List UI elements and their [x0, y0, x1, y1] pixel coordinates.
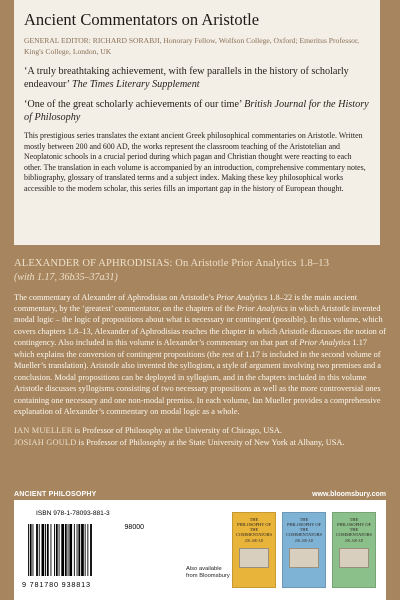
volume-subtitle: (with 1.17, 36b35–37a31) [14, 271, 118, 283]
series-title: Ancient Commentators on Aristotle [24, 10, 260, 29]
book-subtitle: 200–600 AD [244, 539, 264, 543]
barcode-digits: 9 781780 938813 [22, 580, 91, 589]
italic-title: Prior Analytics [216, 292, 268, 302]
author-name: JOSIAH GOULD [14, 437, 77, 447]
quote-text: ‘One of the great scholarly achievements of our time’ [24, 99, 242, 110]
book-cover-image [339, 548, 369, 568]
isbn-label: ISBN 978-1-78093-881-3 [36, 510, 110, 517]
italic-title: Prior Analytics [299, 338, 351, 348]
book-title: THE PHILOSOPHY OF THE COMMENTATORS [336, 517, 372, 537]
author-bio [14, 437, 386, 448]
author-name: IAN MUELLER [14, 426, 73, 436]
also-available-label: Also available from Bloomsbury [186, 566, 230, 579]
related-book-cover[interactable] [232, 512, 276, 588]
description-text: The commentary of Alexander of Aphrodisias on Aristotle’s [14, 292, 217, 302]
general-editor: GENERAL EDITOR: RICHARD SORABJI, Honorary Fellow, Wolfson College, Oxford; Emeritus Professor, King's College, London, UK [24, 36, 360, 56]
barcode-icon [22, 520, 122, 580]
book-cover-image [239, 548, 269, 568]
quote-source: The Times Literary Supplement [72, 79, 200, 90]
subject-category: ANCIENT PHILOSOPHY [14, 490, 97, 498]
book-subtitle: 200–600 AD [344, 539, 364, 543]
price-code: 98000 [124, 524, 144, 531]
author-bios [14, 425, 386, 448]
book-cover-image [289, 548, 319, 568]
series-blurb: This prestigious series translates the extant ancient Greek philosophical commentaries on Aristotle. Written mostly between 200 and 600 AD, the works represent the classroom teaching of the Aristotelian and Neoplatonic schools in a crucial period during which pagan and Christian thought were reacting to each other. The translation in each volume is accompanied by an introduction, comprehensive commentary notes, bibliography, glossary of translated terms and a subject index. Making these key philosophical works accessible to the modern scholar, this series fills an important gap in the history of European thought. [24, 131, 366, 193]
barcode-panel [14, 500, 386, 600]
review-quote [24, 65, 370, 91]
volume-title: ALEXANDER OF APHRODISIAS: On Aristotle Prior Analytics 1.8–13 [14, 258, 330, 269]
related-book-cover[interactable] [282, 512, 326, 588]
book-subtitle: 200–600 AD [294, 539, 314, 543]
related-book-cover[interactable] [332, 512, 376, 588]
review-quote [24, 98, 370, 124]
description-text: in which Aristotle invented modal logic – the logic of propositions about what is necessary or contingent (possible). In this volume, which covers chapters 1.8–13, Alexander of Aphrodisias reaches the chapter in which Aristotle discusses the notion of contingency. Also included in this volume is Alexander’s commentary on that part of [14, 303, 386, 348]
category-bar [14, 488, 386, 500]
italic-title: Prior Analytics [236, 303, 288, 313]
quote-text: ‘A truly breathtaking achievement, with few parallels in the history of scholarly endeavour’ [24, 66, 349, 90]
author-bio [14, 425, 386, 436]
volume-description [14, 292, 386, 418]
quote-source: British Journal for the History of Philosophy [24, 99, 369, 123]
series-panel [14, 0, 380, 245]
volume-section [14, 258, 386, 448]
publisher-website[interactable]: www.bloomsbury.com [312, 490, 386, 498]
barcode-block [22, 510, 150, 592]
author-bio-text: is Professor of Philosophy at the State University of New York at Albany, USA. [76, 437, 345, 447]
author-bio-text: is Professor of Philosophy at the University of Chicago, USA. [72, 426, 283, 436]
book-title: THE PHILOSOPHY OF THE COMMENTATORS [286, 517, 322, 537]
book-title: THE PHILOSOPHY OF THE COMMENTATORS [236, 517, 272, 537]
description-text: 1.17 which explains the conversion of contingent propositions (the rest of 1.17 is included in the second volume of Mueller’s translation). Aristotle also invented the syllogism, a style of argument involving two premises and a conclusion. Modal propositions can be deployed in syllogism, and in the chapters included in this volume Aristotle discusses syllogisms consisting of two necessary propositions as well as the more controversial ones containing one necessary and one non-modal premiss. In each volume, Ian Mueller provides a comprehensive explanation of Alexander’s commentary on modal logic as a whole. [14, 338, 381, 417]
description-text: 1.8–22 is the main ancient commentary, by the ‘greatest’ commentator, on the chapters of the [14, 292, 358, 313]
